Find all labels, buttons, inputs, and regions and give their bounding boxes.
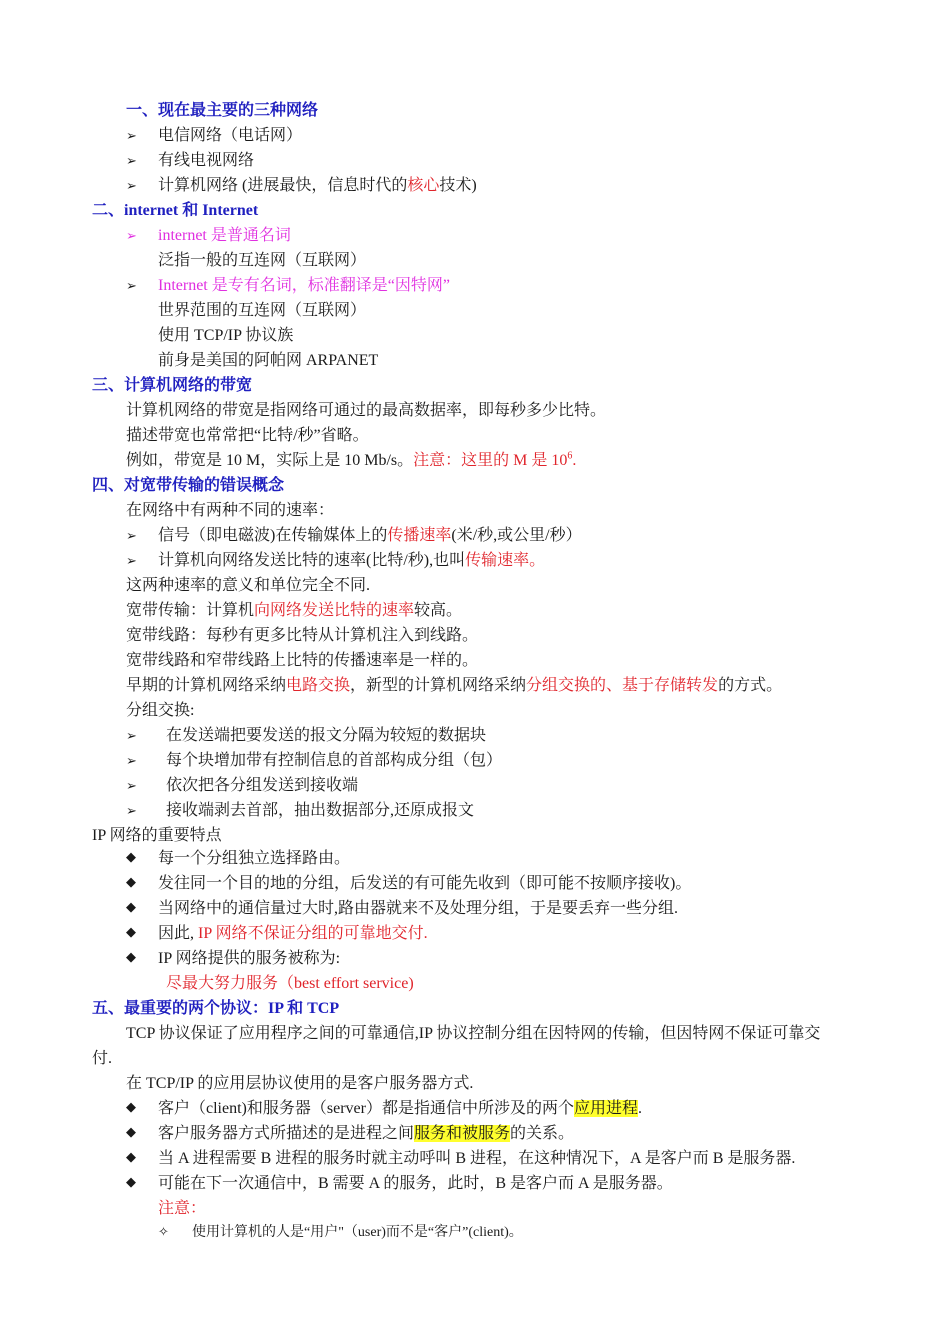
ip-item-4: [158, 923, 428, 945]
s3-p3-note-text: 注意：这里的 M 是 10: [413, 452, 568, 469]
s4-p6-emphasis-1: 电路交换: [286, 677, 351, 694]
s5-paragraph-2: 在 TCP/IP 的应用层协议使用的是客户服务器方式.: [126, 1075, 474, 1092]
s4-paragraph-7: 分组交换:: [126, 702, 195, 719]
s4-bullet-1: [158, 525, 582, 547]
arrow-bullet-icon: ➢: [126, 129, 137, 144]
s5-item-4: 可能在下一次通信中，B 需要 A 的服务，此时，B 是客户而 A 是服务器。: [158, 1175, 673, 1192]
s1-item-3-text: 计算机网络 (进展最快，信息时代的: [158, 177, 408, 194]
arrow-bullet-icon: ➢: [126, 729, 137, 744]
arrow-bullet-icon: ➢: [126, 229, 137, 244]
diamond-bullet-icon: ◆: [126, 1175, 136, 1190]
s5-item-2-highlight: 服务和被服务: [414, 1125, 511, 1142]
s4-paragraph-2: 这两种速率的意义和单位完全不同.: [126, 577, 371, 594]
diamond-bullet-icon: ◆: [126, 950, 136, 965]
s4-paragraph-5: 宽带线路和窄带线路上比特的传播速率是一样的。: [126, 652, 479, 669]
s3-p3-exponent: 6: [567, 450, 573, 462]
ip-item-1: 每一个分组独立选择路由。: [158, 850, 351, 867]
arrow-bullet-icon: ➢: [126, 554, 137, 569]
s5-item-2-tail: 的关系。: [510, 1125, 575, 1142]
arrow-bullet-icon: ➢: [126, 804, 137, 819]
s4-step-1: 在发送端把要发送的报文分隔为较短的数据块: [166, 727, 487, 744]
s5-item-2: [158, 1123, 574, 1145]
s4-b1-text: 信号（即电磁波)在传输媒体上的: [158, 527, 388, 544]
s4-paragraph-1: 在网络中有两种不同的速率：: [126, 502, 335, 519]
ip-item-4-emphasis: IP 网络不保证分组的可靠地交付.: [198, 925, 428, 942]
best-effort-service: 尽最大努力服务（best effort service): [166, 975, 414, 992]
s4-step-2: 每个块增加带有控制信息的首部构成分组（包）: [166, 752, 503, 769]
diamond-bullet-icon: ◆: [126, 1150, 136, 1165]
s5-item-1: [158, 1098, 642, 1120]
section-4-heading: 四、对宽带传输的错误概念: [92, 477, 285, 494]
s4-b1-tail: (米/秒,或公里/秒）: [451, 527, 582, 544]
arrow-bullet-icon: ➢: [126, 179, 137, 194]
s2-item-1: internet 是普通名词: [158, 227, 291, 244]
s5-item-1-tail: .: [637, 1100, 642, 1117]
s4-p6-emphasis-2: 分组交换的、基于存储转发: [526, 677, 719, 694]
arrow-bullet-icon: ➢: [126, 754, 137, 769]
s4-p3-tail: 较高。: [414, 602, 463, 619]
ip-item-4-text: 因此,: [158, 925, 199, 942]
s1-item-2: 有线电视网络: [158, 152, 255, 169]
s4-b2-emphasis: 传输速率。: [465, 552, 546, 569]
diamond-bullet-icon: ◆: [126, 900, 136, 915]
s3-paragraph-1: 计算机网络的带宽是指网络可通过的最高数据率，即每秒多少比特。: [126, 402, 607, 419]
ip-item-2: 发往同一个目的地的分组，后发送的有可能先收到（即可能不按顺序接收)。: [158, 875, 692, 892]
s4-step-3: 依次把各分组发送到接收端: [166, 777, 359, 794]
section-1-heading: 一、现在最主要的三种网络: [126, 102, 319, 119]
s3-p3-text: 例如，带宽是 10 M，实际上是 10 Mb/s。: [126, 452, 414, 469]
s2-item-2: Internet 是专有名词，标准翻译是“因特网”: [158, 277, 450, 294]
s2-item-2-sub-3: 前身是美国的阿帕网 ARPANET: [158, 352, 379, 369]
s4-p6-tail: 的方式。: [718, 677, 783, 694]
arrow-bullet-icon: ➢: [126, 529, 137, 544]
s4-p6-middle: ，新型的计算机网络采纳: [350, 677, 527, 694]
diamond-bullet-icon: ◆: [126, 1125, 136, 1140]
s4-step-4: 接收端剥去首部，抽出数据部分,还原成报文: [166, 802, 475, 819]
ip-features-heading: IP 网络的重要特点: [92, 827, 222, 844]
ip-item-5: IP 网络提供的服务被称为:: [158, 950, 341, 967]
s4-p6-text: 早期的计算机网络采纳: [126, 677, 287, 694]
diamond-bullet-icon: ◆: [126, 850, 136, 865]
s5-item-3: 当 A 进程需要 B 进程的服务时就主动呼叫 B 进程，在这种情况下，A 是客户而 B 是服务器.: [158, 1150, 796, 1167]
s5-paragraph-1-cont: 付.: [92, 1050, 113, 1067]
s5-item-1-highlight: 应用进程: [573, 1100, 638, 1117]
ip-item-3: 当网络中的通信量过大时,路由器就来不及处理分组，于是要丢弃一些分组.: [158, 900, 679, 917]
s5-item-2-text: 客户服务器方式所描述的是进程之间: [158, 1125, 415, 1142]
s4-p3-text: 宽带传输：计算机: [126, 602, 255, 619]
s5-item-1-text: 客户（client)和服务器（server）都是指通信中所涉及的两个: [158, 1100, 574, 1117]
section-3-heading: 三、计算机网络的带宽: [92, 377, 253, 394]
diamond-bullet-icon: ◆: [126, 1100, 136, 1115]
section-2-heading: 二、internet 和 Internet: [92, 202, 259, 219]
diamond-bullet-icon: ◆: [126, 875, 136, 890]
s4-paragraph-6: [126, 675, 782, 697]
s1-item-3-emphasis: 核心: [407, 177, 440, 194]
section-5-heading: 五、最重要的两个协议：IP 和 TCP: [92, 1000, 340, 1017]
s3-paragraph-3: [126, 450, 576, 472]
s3-paragraph-2: 描述带宽也常常把“比特/秒”省略。: [126, 427, 369, 444]
s3-p3-period: .: [572, 452, 577, 469]
diamond-bullet-icon: ◆: [126, 925, 136, 940]
arrow-bullet-icon: ➢: [126, 154, 137, 169]
arrow-bullet-icon: ➢: [126, 779, 137, 794]
s1-item-3-tail: 技术): [439, 177, 477, 194]
s2-item-1-sub: 泛指一般的互连网（互联网）: [158, 252, 367, 269]
arrow-bullet-icon: ➢: [126, 279, 137, 294]
s4-b2-text: 计算机向网络发送比特的速率(比特/秒),也叫: [158, 552, 466, 569]
star-bullet-icon: ✧: [158, 1225, 169, 1240]
s4-p3-emphasis: 向网络发送比特的速率: [254, 602, 415, 619]
s4-paragraph-4: 宽带线路：每秒有更多比特从计算机注入到线路。: [126, 627, 479, 644]
s2-item-2-sub-2: 使用 TCP/IP 协议族: [158, 327, 294, 344]
s2-item-2-sub-1: 世界范围的互连网（互联网）: [158, 302, 367, 319]
s5-note-item: 使用计算机的人是“用户"（user)而不是“客户”(client)。: [192, 1225, 523, 1240]
s4-paragraph-3: [126, 600, 462, 622]
s5-note-label: 注意：: [158, 1200, 207, 1217]
s1-item-3: [158, 175, 477, 197]
s4-b1-emphasis: 传播速率: [387, 527, 452, 544]
s4-bullet-2: [158, 550, 545, 572]
s1-item-1: 电信网络（电话网）: [158, 127, 303, 144]
s5-paragraph-1: TCP 协议保证了应用程序之间的可靠通信,IP 协议控制分组在因特网的传输，但因特网不保证可靠交: [126, 1025, 821, 1042]
s3-p3-note: [413, 452, 576, 469]
